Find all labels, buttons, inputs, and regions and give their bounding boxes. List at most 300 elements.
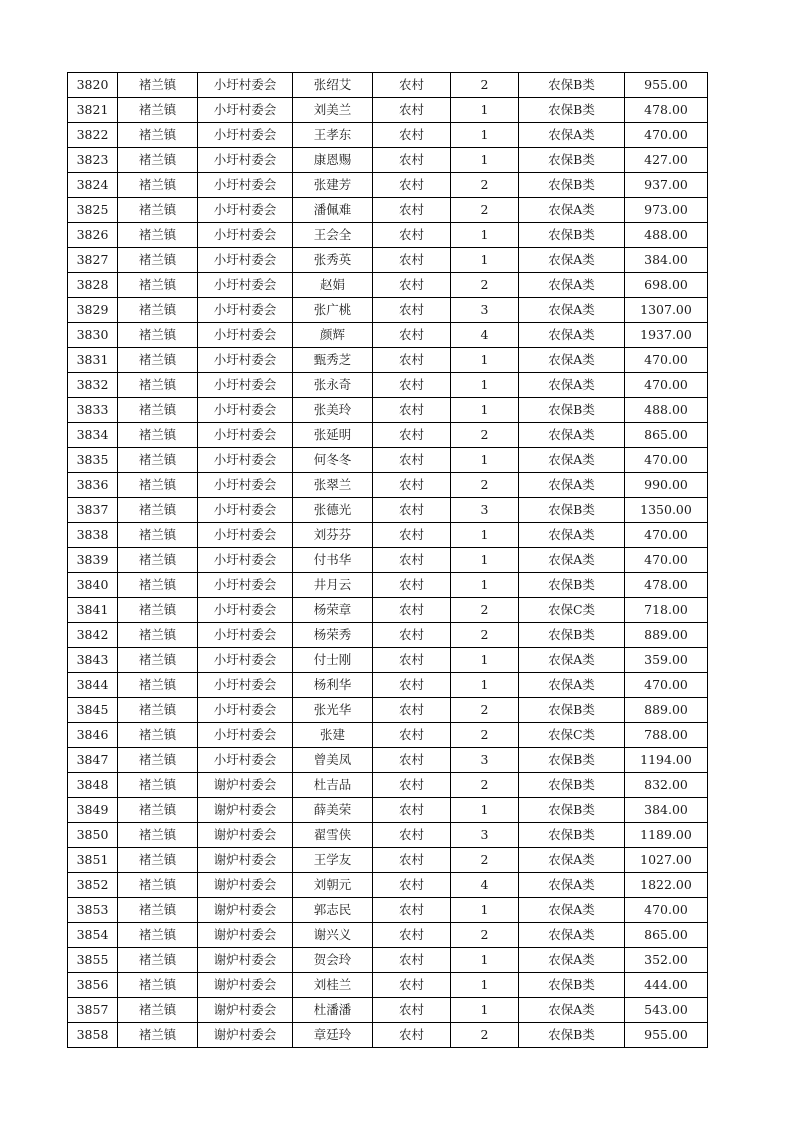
row-id-cell: 3846: [68, 723, 118, 748]
household-count-cell: 2: [451, 923, 519, 948]
name-cell: 张光华: [293, 698, 373, 723]
village-cell: 小圩村委会: [198, 673, 293, 698]
table-row: [68, 623, 708, 648]
insurance-category-cell: 农保A类: [519, 848, 625, 873]
table-row: [68, 248, 708, 273]
name-cell: 刘芬芬: [293, 523, 373, 548]
row-id-cell: 3833: [68, 398, 118, 423]
table-row: [68, 473, 708, 498]
village-cell: 小圩村委会: [198, 98, 293, 123]
name-cell: 张德光: [293, 498, 373, 523]
insurance-category-cell: 农保A类: [519, 323, 625, 348]
town-cell: 褚兰镇: [118, 1023, 198, 1048]
town-cell: 褚兰镇: [118, 498, 198, 523]
row-id-cell: 3824: [68, 173, 118, 198]
amount-cell: 470.00: [625, 448, 708, 473]
table-row: [68, 73, 708, 98]
household-count-cell: 1: [451, 398, 519, 423]
amount-cell: 488.00: [625, 398, 708, 423]
amount-cell: 1307.00: [625, 298, 708, 323]
insurance-category-cell: 农保A类: [519, 373, 625, 398]
amount-cell: 470.00: [625, 523, 708, 548]
town-cell: 褚兰镇: [118, 448, 198, 473]
amount-cell: 543.00: [625, 998, 708, 1023]
name-cell: 张建: [293, 723, 373, 748]
village-cell: 小圩村委会: [198, 148, 293, 173]
amount-cell: 384.00: [625, 248, 708, 273]
name-cell: 谢兴义: [293, 923, 373, 948]
household-count-cell: 2: [451, 723, 519, 748]
name-cell: 杨荣章: [293, 598, 373, 623]
household-count-cell: 1: [451, 373, 519, 398]
village-cell: 小圩村委会: [198, 698, 293, 723]
area-type-cell: 农村: [373, 623, 451, 648]
town-cell: 褚兰镇: [118, 598, 198, 623]
insurance-category-cell: 农保B类: [519, 623, 625, 648]
name-cell: 张永奇: [293, 373, 373, 398]
town-cell: 褚兰镇: [118, 223, 198, 248]
insurance-category-cell: 农保A类: [519, 348, 625, 373]
town-cell: 褚兰镇: [118, 323, 198, 348]
insurance-category-cell: 农保B类: [519, 573, 625, 598]
area-type-cell: 农村: [373, 698, 451, 723]
village-cell: 谢炉村委会: [198, 898, 293, 923]
amount-cell: 470.00: [625, 898, 708, 923]
name-cell: 曾美凤: [293, 748, 373, 773]
area-type-cell: 农村: [373, 673, 451, 698]
village-cell: 小圩村委会: [198, 73, 293, 98]
amount-cell: 955.00: [625, 73, 708, 98]
table-row: [68, 823, 708, 848]
amount-cell: 352.00: [625, 948, 708, 973]
village-cell: 小圩村委会: [198, 123, 293, 148]
table-row: [68, 98, 708, 123]
household-count-cell: 1: [451, 98, 519, 123]
amount-cell: 470.00: [625, 548, 708, 573]
household-count-cell: 1: [451, 998, 519, 1023]
row-id-cell: 3851: [68, 848, 118, 873]
town-cell: 褚兰镇: [118, 648, 198, 673]
table-row: [68, 648, 708, 673]
row-id-cell: 3841: [68, 598, 118, 623]
village-cell: 小圩村委会: [198, 298, 293, 323]
row-id-cell: 3847: [68, 748, 118, 773]
insurance-category-cell: 农保A类: [519, 948, 625, 973]
area-type-cell: 农村: [373, 723, 451, 748]
town-cell: 褚兰镇: [118, 98, 198, 123]
area-type-cell: 农村: [373, 873, 451, 898]
row-id-cell: 3844: [68, 673, 118, 698]
insurance-category-cell: 农保A类: [519, 998, 625, 1023]
household-count-cell: 1: [451, 548, 519, 573]
row-id-cell: 3837: [68, 498, 118, 523]
name-cell: 潘佩难: [293, 198, 373, 223]
town-cell: 褚兰镇: [118, 273, 198, 298]
town-cell: 褚兰镇: [118, 823, 198, 848]
town-cell: 褚兰镇: [118, 748, 198, 773]
table-row: [68, 198, 708, 223]
row-id-cell: 3839: [68, 548, 118, 573]
area-type-cell: 农村: [373, 348, 451, 373]
row-id-cell: 3853: [68, 898, 118, 923]
town-cell: 褚兰镇: [118, 173, 198, 198]
insurance-category-cell: 农保A类: [519, 873, 625, 898]
table-row: [68, 723, 708, 748]
household-count-cell: 1: [451, 648, 519, 673]
insurance-category-cell: 农保A类: [519, 273, 625, 298]
amount-cell: 384.00: [625, 798, 708, 823]
town-cell: 褚兰镇: [118, 148, 198, 173]
row-id-cell: 3820: [68, 73, 118, 98]
household-count-cell: 1: [451, 898, 519, 923]
table-row: [68, 373, 708, 398]
household-count-cell: 1: [451, 798, 519, 823]
insurance-category-cell: 农保A类: [519, 473, 625, 498]
table-row: [68, 998, 708, 1023]
amount-cell: 788.00: [625, 723, 708, 748]
insurance-category-cell: 农保B类: [519, 98, 625, 123]
insurance-category-cell: 农保B类: [519, 1023, 625, 1048]
village-cell: 小圩村委会: [198, 598, 293, 623]
table-row: [68, 898, 708, 923]
insurance-category-cell: 农保B类: [519, 73, 625, 98]
insurance-category-cell: 农保B类: [519, 798, 625, 823]
insurance-category-cell: 农保B类: [519, 973, 625, 998]
amount-cell: 444.00: [625, 973, 708, 998]
amount-cell: 990.00: [625, 473, 708, 498]
row-id-cell: 3842: [68, 623, 118, 648]
insurance-category-cell: 农保B类: [519, 748, 625, 773]
amount-cell: 1822.00: [625, 873, 708, 898]
name-cell: 张秀英: [293, 248, 373, 273]
insurance-category-cell: 农保B类: [519, 698, 625, 723]
amount-cell: 865.00: [625, 923, 708, 948]
village-cell: 谢炉村委会: [198, 823, 293, 848]
household-count-cell: 1: [451, 248, 519, 273]
amount-cell: 1027.00: [625, 848, 708, 873]
household-count-cell: 2: [451, 423, 519, 448]
table-row: [68, 523, 708, 548]
area-type-cell: 农村: [373, 573, 451, 598]
town-cell: 褚兰镇: [118, 623, 198, 648]
village-cell: 谢炉村委会: [198, 948, 293, 973]
town-cell: 褚兰镇: [118, 998, 198, 1023]
name-cell: 翟雪侠: [293, 823, 373, 848]
area-type-cell: 农村: [373, 823, 451, 848]
household-count-cell: 2: [451, 198, 519, 223]
town-cell: 褚兰镇: [118, 848, 198, 873]
table-row: [68, 398, 708, 423]
household-count-cell: 1: [451, 948, 519, 973]
area-type-cell: 农村: [373, 423, 451, 448]
name-cell: 张延明: [293, 423, 373, 448]
table-row: [68, 273, 708, 298]
name-cell: 杨利华: [293, 673, 373, 698]
village-cell: 小圩村委会: [198, 223, 293, 248]
village-cell: 小圩村委会: [198, 373, 293, 398]
amount-cell: 470.00: [625, 123, 708, 148]
row-id-cell: 3823: [68, 148, 118, 173]
village-cell: 小圩村委会: [198, 573, 293, 598]
household-count-cell: 1: [451, 973, 519, 998]
name-cell: 张广桃: [293, 298, 373, 323]
area-type-cell: 农村: [373, 898, 451, 923]
village-cell: 小圩村委会: [198, 273, 293, 298]
amount-cell: 470.00: [625, 348, 708, 373]
row-id-cell: 3856: [68, 973, 118, 998]
table-row: [68, 323, 708, 348]
name-cell: 张美玲: [293, 398, 373, 423]
table-row: [68, 948, 708, 973]
household-count-cell: 3: [451, 298, 519, 323]
village-cell: 小圩村委会: [198, 248, 293, 273]
row-id-cell: 3827: [68, 248, 118, 273]
area-type-cell: 农村: [373, 798, 451, 823]
table-row: [68, 423, 708, 448]
table-row: [68, 1023, 708, 1048]
table-row: [68, 223, 708, 248]
table-row: [68, 748, 708, 773]
name-cell: 刘朝元: [293, 873, 373, 898]
row-id-cell: 3840: [68, 573, 118, 598]
household-count-cell: 4: [451, 873, 519, 898]
area-type-cell: 农村: [373, 173, 451, 198]
area-type-cell: 农村: [373, 923, 451, 948]
area-type-cell: 农村: [373, 548, 451, 573]
insurance-category-cell: 农保A类: [519, 673, 625, 698]
row-id-cell: 3836: [68, 473, 118, 498]
name-cell: 王会全: [293, 223, 373, 248]
row-id-cell: 3857: [68, 998, 118, 1023]
amount-cell: 1937.00: [625, 323, 708, 348]
row-id-cell: 3828: [68, 273, 118, 298]
name-cell: 井月云: [293, 573, 373, 598]
table-row: [68, 548, 708, 573]
name-cell: 刘桂兰: [293, 973, 373, 998]
insurance-category-cell: 农保A类: [519, 523, 625, 548]
area-type-cell: 农村: [373, 298, 451, 323]
name-cell: 颜辉: [293, 323, 373, 348]
village-cell: 小圩村委会: [198, 623, 293, 648]
insurance-category-cell: 农保C类: [519, 723, 625, 748]
insurance-category-cell: 农保B类: [519, 223, 625, 248]
amount-cell: 718.00: [625, 598, 708, 623]
town-cell: 褚兰镇: [118, 348, 198, 373]
table-row: [68, 598, 708, 623]
insurance-category-cell: 农保B类: [519, 823, 625, 848]
insurance-category-cell: 农保C类: [519, 598, 625, 623]
amount-cell: 832.00: [625, 773, 708, 798]
table-row: [68, 923, 708, 948]
insurance-category-cell: 农保A类: [519, 898, 625, 923]
row-id-cell: 3835: [68, 448, 118, 473]
row-id-cell: 3829: [68, 298, 118, 323]
amount-cell: 1194.00: [625, 748, 708, 773]
village-cell: 谢炉村委会: [198, 873, 293, 898]
amount-cell: 1189.00: [625, 823, 708, 848]
village-cell: 小圩村委会: [198, 748, 293, 773]
town-cell: 褚兰镇: [118, 898, 198, 923]
insurance-category-cell: 农保B类: [519, 398, 625, 423]
household-count-cell: 2: [451, 173, 519, 198]
village-cell: 小圩村委会: [198, 723, 293, 748]
household-count-cell: 2: [451, 698, 519, 723]
row-id-cell: 3822: [68, 123, 118, 148]
village-cell: 谢炉村委会: [198, 798, 293, 823]
town-cell: 褚兰镇: [118, 298, 198, 323]
area-type-cell: 农村: [373, 273, 451, 298]
area-type-cell: 农村: [373, 198, 451, 223]
row-id-cell: 3855: [68, 948, 118, 973]
town-cell: 褚兰镇: [118, 473, 198, 498]
household-count-cell: 1: [451, 573, 519, 598]
area-type-cell: 农村: [373, 498, 451, 523]
town-cell: 褚兰镇: [118, 73, 198, 98]
table-row: [68, 798, 708, 823]
household-count-cell: 1: [451, 148, 519, 173]
household-count-cell: 2: [451, 773, 519, 798]
town-cell: 褚兰镇: [118, 773, 198, 798]
area-type-cell: 农村: [373, 1023, 451, 1048]
household-count-cell: 1: [451, 348, 519, 373]
row-id-cell: 3852: [68, 873, 118, 898]
village-cell: 谢炉村委会: [198, 973, 293, 998]
town-cell: 褚兰镇: [118, 423, 198, 448]
village-cell: 谢炉村委会: [198, 923, 293, 948]
town-cell: 褚兰镇: [118, 723, 198, 748]
amount-cell: 889.00: [625, 623, 708, 648]
area-type-cell: 农村: [373, 98, 451, 123]
area-type-cell: 农村: [373, 998, 451, 1023]
household-count-cell: 1: [451, 523, 519, 548]
village-cell: 小圩村委会: [198, 423, 293, 448]
insurance-category-cell: 农保A类: [519, 548, 625, 573]
insurance-category-cell: 农保A类: [519, 298, 625, 323]
table-row: [68, 773, 708, 798]
area-type-cell: 农村: [373, 398, 451, 423]
amount-cell: 470.00: [625, 373, 708, 398]
row-id-cell: 3838: [68, 523, 118, 548]
row-id-cell: 3821: [68, 98, 118, 123]
table-row: [68, 848, 708, 873]
beneficiary-table: [67, 72, 708, 1048]
village-cell: 小圩村委会: [198, 323, 293, 348]
town-cell: 褚兰镇: [118, 573, 198, 598]
household-count-cell: 2: [451, 848, 519, 873]
name-cell: 张绍艾: [293, 73, 373, 98]
table-row: [68, 498, 708, 523]
name-cell: 王孝东: [293, 123, 373, 148]
area-type-cell: 农村: [373, 598, 451, 623]
table-body: [68, 73, 708, 1048]
name-cell: 付书华: [293, 548, 373, 573]
insurance-category-cell: 农保B类: [519, 173, 625, 198]
name-cell: 甄秀芝: [293, 348, 373, 373]
table-row: [68, 123, 708, 148]
row-id-cell: 3832: [68, 373, 118, 398]
name-cell: 张建芳: [293, 173, 373, 198]
row-id-cell: 3850: [68, 823, 118, 848]
area-type-cell: 农村: [373, 448, 451, 473]
household-count-cell: 2: [451, 73, 519, 98]
name-cell: 杜吉品: [293, 773, 373, 798]
row-id-cell: 3858: [68, 1023, 118, 1048]
area-type-cell: 农村: [373, 848, 451, 873]
name-cell: 赵娟: [293, 273, 373, 298]
household-count-cell: 1: [451, 673, 519, 698]
name-cell: 何冬冬: [293, 448, 373, 473]
row-id-cell: 3826: [68, 223, 118, 248]
area-type-cell: 农村: [373, 73, 451, 98]
insurance-category-cell: 农保A类: [519, 123, 625, 148]
town-cell: 褚兰镇: [118, 398, 198, 423]
table-row: [68, 448, 708, 473]
area-type-cell: 农村: [373, 473, 451, 498]
town-cell: 褚兰镇: [118, 523, 198, 548]
insurance-category-cell: 农保A类: [519, 923, 625, 948]
insurance-category-cell: 农保B类: [519, 498, 625, 523]
insurance-category-cell: 农保A类: [519, 423, 625, 448]
table-row: [68, 173, 708, 198]
area-type-cell: 农村: [373, 948, 451, 973]
amount-cell: 698.00: [625, 273, 708, 298]
town-cell: 褚兰镇: [118, 123, 198, 148]
household-count-cell: 2: [451, 623, 519, 648]
amount-cell: 1350.00: [625, 498, 708, 523]
area-type-cell: 农村: [373, 323, 451, 348]
village-cell: 小圩村委会: [198, 648, 293, 673]
name-cell: 杨荣秀: [293, 623, 373, 648]
table-row: [68, 573, 708, 598]
town-cell: 褚兰镇: [118, 548, 198, 573]
insurance-category-cell: 农保A类: [519, 198, 625, 223]
village-cell: 小圩村委会: [198, 448, 293, 473]
town-cell: 褚兰镇: [118, 698, 198, 723]
village-cell: 小圩村委会: [198, 398, 293, 423]
household-count-cell: 1: [451, 123, 519, 148]
village-cell: 谢炉村委会: [198, 848, 293, 873]
name-cell: 康恩赐: [293, 148, 373, 173]
insurance-category-cell: 农保A类: [519, 448, 625, 473]
town-cell: 褚兰镇: [118, 373, 198, 398]
row-id-cell: 3843: [68, 648, 118, 673]
name-cell: 薛美荣: [293, 798, 373, 823]
village-cell: 小圩村委会: [198, 548, 293, 573]
insurance-category-cell: 农保B类: [519, 148, 625, 173]
name-cell: 章廷玲: [293, 1023, 373, 1048]
amount-cell: 478.00: [625, 573, 708, 598]
village-cell: 谢炉村委会: [198, 773, 293, 798]
row-id-cell: 3854: [68, 923, 118, 948]
area-type-cell: 农村: [373, 973, 451, 998]
table-row: [68, 148, 708, 173]
area-type-cell: 农村: [373, 748, 451, 773]
household-count-cell: 2: [451, 473, 519, 498]
household-count-cell: 3: [451, 823, 519, 848]
row-id-cell: 3831: [68, 348, 118, 373]
amount-cell: 937.00: [625, 173, 708, 198]
village-cell: 小圩村委会: [198, 173, 293, 198]
row-id-cell: 3830: [68, 323, 118, 348]
area-type-cell: 农村: [373, 148, 451, 173]
area-type-cell: 农村: [373, 373, 451, 398]
town-cell: 褚兰镇: [118, 973, 198, 998]
village-cell: 小圩村委会: [198, 523, 293, 548]
town-cell: 褚兰镇: [118, 673, 198, 698]
amount-cell: 955.00: [625, 1023, 708, 1048]
amount-cell: 488.00: [625, 223, 708, 248]
name-cell: 郭志民: [293, 898, 373, 923]
